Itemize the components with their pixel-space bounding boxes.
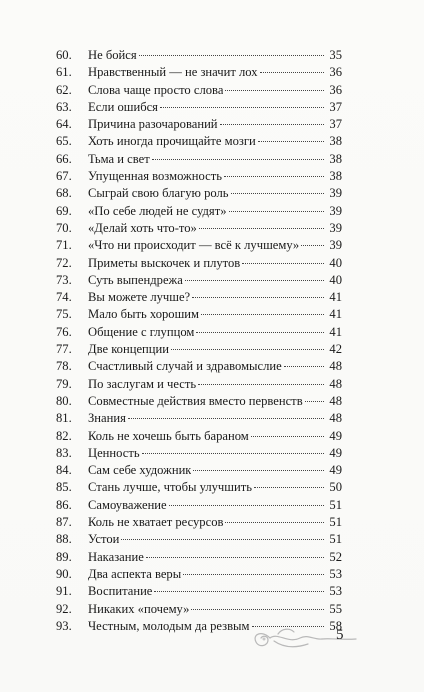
toc-entry-title: Приметы выскочек и плутов (88, 255, 241, 270)
toc-entry-number: 84. (56, 463, 72, 478)
toc-entry (56, 601, 342, 618)
toc-entry-page: 53 (329, 584, 342, 599)
toc-entry-page: 50 (329, 480, 342, 495)
toc-entry (56, 462, 342, 479)
toc-entry-title: Хоть иногда прочищайте мозги (88, 134, 256, 149)
toc-dot-leader (139, 54, 324, 56)
toc-entry-page: 48 (329, 393, 342, 408)
toc-entry-number: 70. (56, 220, 72, 235)
toc-dot-leader (185, 279, 324, 281)
toc-entry-number: 87. (56, 515, 72, 530)
toc-dot-leader (258, 140, 324, 142)
toc-entry-page: 52 (329, 549, 342, 564)
toc-entry-number: 74. (56, 290, 72, 305)
toc-entry-title: Мало быть хорошим (88, 307, 200, 322)
toc-entry-title: Стань лучше, чтобы улучшить (88, 480, 252, 495)
toc-dot-leader (171, 348, 324, 350)
toc-entry-number: 62. (56, 82, 72, 97)
toc-dot-leader (199, 227, 324, 229)
toc-entry-title: Два аспекта веры (88, 566, 182, 581)
toc-entry (56, 531, 342, 548)
toc-dot-leader (183, 573, 324, 575)
toc-entry-title: Общение с глупцом (88, 324, 195, 339)
toc-entry (56, 376, 342, 393)
toc-dot-leader (242, 262, 324, 264)
toc-dot-leader (128, 417, 324, 419)
toc-entry-number: 93. (56, 618, 72, 633)
toc-entry (56, 151, 342, 168)
toc-entry-number: 85. (56, 480, 72, 495)
toc-entry-page: 49 (329, 428, 342, 443)
toc-entry-page: 48 (329, 376, 342, 391)
toc-entry-page: 36 (329, 82, 342, 97)
toc-entry-page: 49 (329, 445, 342, 460)
toc-entry (56, 497, 342, 514)
toc-entry-page: 40 (329, 272, 342, 287)
toc-entry-number: 91. (56, 584, 72, 599)
toc-dot-leader (284, 365, 324, 367)
toc-dot-leader (220, 123, 324, 125)
toc-entry-number: 63. (56, 99, 72, 114)
toc-entry-page: 55 (329, 601, 342, 616)
toc-entry-page: 39 (329, 238, 342, 253)
toc-entry-number: 77. (56, 342, 72, 357)
toc-entry (56, 393, 342, 410)
toc-entry-title: Вы можете лучше? (88, 290, 191, 305)
toc-entry-title: Знания (88, 411, 126, 426)
toc-entry-number: 76. (56, 324, 72, 339)
toc-dot-leader (192, 296, 324, 298)
toc-entry-number: 89. (56, 549, 72, 564)
toc-entry-title: Причина разочарований (88, 117, 218, 132)
toc-entry (56, 306, 342, 323)
toc-dot-leader (142, 452, 324, 454)
toc-entry-title: Слова чаще просто слова (88, 82, 224, 97)
toc-entry (56, 358, 342, 375)
toc-entry-page: 38 (329, 151, 342, 166)
toc-dot-leader (169, 504, 324, 506)
toc-entry-page: 38 (329, 169, 342, 184)
toc-entry (56, 47, 342, 64)
toc-entry (56, 133, 342, 150)
toc-dot-leader (225, 89, 324, 91)
toc-dot-leader (152, 158, 324, 160)
toc-entry (56, 445, 342, 462)
toc-dot-leader (193, 469, 324, 471)
toc-entry-number: 80. (56, 393, 72, 408)
toc-entry-page: 51 (329, 532, 342, 547)
toc-entry (56, 341, 342, 358)
toc-dot-leader (201, 313, 324, 315)
toc-entry (56, 289, 342, 306)
toc-entry (56, 168, 342, 185)
toc-dot-leader (146, 556, 324, 558)
toc-dot-leader (254, 486, 324, 488)
toc-entry-page: 42 (329, 342, 342, 357)
toc-entry-number: 67. (56, 169, 72, 184)
table-of-contents (56, 47, 342, 635)
toc-entry-number: 90. (56, 566, 72, 581)
toc-entry-number: 65. (56, 134, 72, 149)
toc-entry-number: 86. (56, 497, 72, 512)
toc-entry-title: «По себе людей не судят» (88, 203, 227, 218)
toc-entry (56, 237, 342, 254)
toc-dot-leader (225, 521, 324, 523)
toc-entry-page: 49 (329, 463, 342, 478)
toc-entry-title: Никаких «почему» (88, 601, 190, 616)
toc-entry-page: 39 (329, 203, 342, 218)
toc-entry (56, 583, 342, 600)
toc-entry-number: 69. (56, 203, 72, 218)
toc-entry-number: 75. (56, 307, 72, 322)
toc-entry-title: Нравственный — не значит лох (88, 65, 258, 80)
toc-entry (56, 99, 342, 116)
toc-dot-leader (301, 244, 324, 246)
toc-entry (56, 255, 342, 272)
toc-entry-title: Сыграй свою благую роль (88, 186, 229, 201)
toc-entry-title: «Что ни происходит — всё к лучшему» (88, 238, 300, 253)
toc-entry (56, 185, 342, 202)
toc-entry-page: 40 (329, 255, 342, 270)
toc-entry-page: 48 (329, 411, 342, 426)
toc-entry-page: 36 (329, 65, 342, 80)
toc-entry-number: 71. (56, 238, 72, 253)
toc-entry-number: 68. (56, 186, 72, 201)
toc-entry-page: 58 (329, 618, 342, 633)
toc-entry-page: 39 (329, 186, 342, 201)
toc-entry-page: 41 (329, 307, 342, 322)
toc-entry-page: 53 (329, 566, 342, 581)
toc-entry-title: Наказание (88, 549, 144, 564)
toc-entry-title: Упущенная возможность (88, 169, 222, 184)
toc-entry-page: 37 (329, 117, 342, 132)
toc-entry (56, 428, 342, 445)
toc-entry (56, 203, 342, 220)
toc-entry (56, 566, 342, 583)
toc-entry-title: По заслугам и честь (88, 376, 197, 391)
toc-entry-title: Счастливый случай и здравомыслие (88, 359, 282, 374)
toc-entry (56, 549, 342, 566)
toc-entry (56, 272, 342, 289)
toc-entry-page: 39 (329, 220, 342, 235)
toc-entry-number: 88. (56, 532, 72, 547)
toc-entry-title: Суть выпендрежа (88, 272, 183, 287)
toc-entry (56, 324, 342, 341)
toc-entry (56, 64, 342, 81)
toc-dot-leader (260, 71, 324, 73)
toc-dot-leader (160, 106, 324, 108)
toc-entry-page: 35 (329, 48, 342, 62)
toc-dot-leader (231, 192, 324, 194)
toc-entry-number: 79. (56, 376, 72, 391)
toc-dot-leader (251, 435, 324, 437)
toc-entry (56, 116, 342, 133)
toc-entry-title: Не бойся (88, 48, 137, 62)
toc-entry-page: 38 (329, 134, 342, 149)
toc-entry-title: Коль не хочешь быть бараном (88, 428, 249, 443)
toc-entry-number: 64. (56, 117, 72, 132)
toc-entry-number: 66. (56, 151, 72, 166)
toc-entry-page: 37 (329, 99, 342, 114)
toc-entry-title: Устои (88, 532, 120, 547)
toc-entry (56, 82, 342, 99)
toc-entry-title: Совместные действия вместо первенств (88, 393, 303, 408)
toc-entry-title: Самоуважение (88, 497, 167, 512)
toc-dot-leader (121, 538, 324, 540)
toc-entry (56, 220, 342, 237)
toc-entry-page: 41 (329, 290, 342, 305)
toc-entry-page: 51 (329, 515, 342, 530)
toc-entry-page: 41 (329, 324, 342, 339)
toc-entry-page: 48 (329, 359, 342, 374)
toc-dot-leader (305, 400, 324, 402)
toc-entry-title: Две концепции (88, 342, 170, 357)
toc-entry-title: Если ошибся (88, 99, 158, 114)
toc-entry-title: Коль не хватает ресурсов (88, 515, 224, 530)
toc-entry-title: Тьма и свет (88, 151, 150, 166)
page-number: 5 (336, 627, 344, 643)
toc-entry-number: 73. (56, 272, 72, 287)
toc-entry-number: 60. (56, 48, 72, 62)
toc-entry-title: «Делай хоть что-то» (88, 220, 197, 235)
toc-dot-leader (196, 331, 324, 333)
toc-dot-leader (191, 608, 324, 610)
toc-entry-title: Сам себе художник (88, 463, 192, 478)
toc-entry (56, 514, 342, 531)
toc-entry-number: 81. (56, 411, 72, 426)
toc-entry-number: 78. (56, 359, 72, 374)
toc-entry (56, 410, 342, 427)
toc-entry-number: 92. (56, 601, 72, 616)
toc-dot-leader (154, 590, 324, 592)
toc-entry (56, 479, 342, 496)
toc-entry-title: Ценность (88, 445, 140, 460)
toc-dot-leader (198, 383, 324, 385)
toc-entry-number: 61. (56, 65, 72, 80)
toc-entry-number: 72. (56, 255, 72, 270)
toc-entry-page: 51 (329, 497, 342, 512)
toc-dot-leader (229, 210, 325, 212)
toc-entry-title: Воспитание (88, 584, 153, 599)
toc-entry-number: 83. (56, 445, 72, 460)
toc-entry-number: 82. (56, 428, 72, 443)
toc-dot-leader (224, 175, 324, 177)
toc-entry-title: Честным, молодым да резвым (88, 618, 250, 633)
